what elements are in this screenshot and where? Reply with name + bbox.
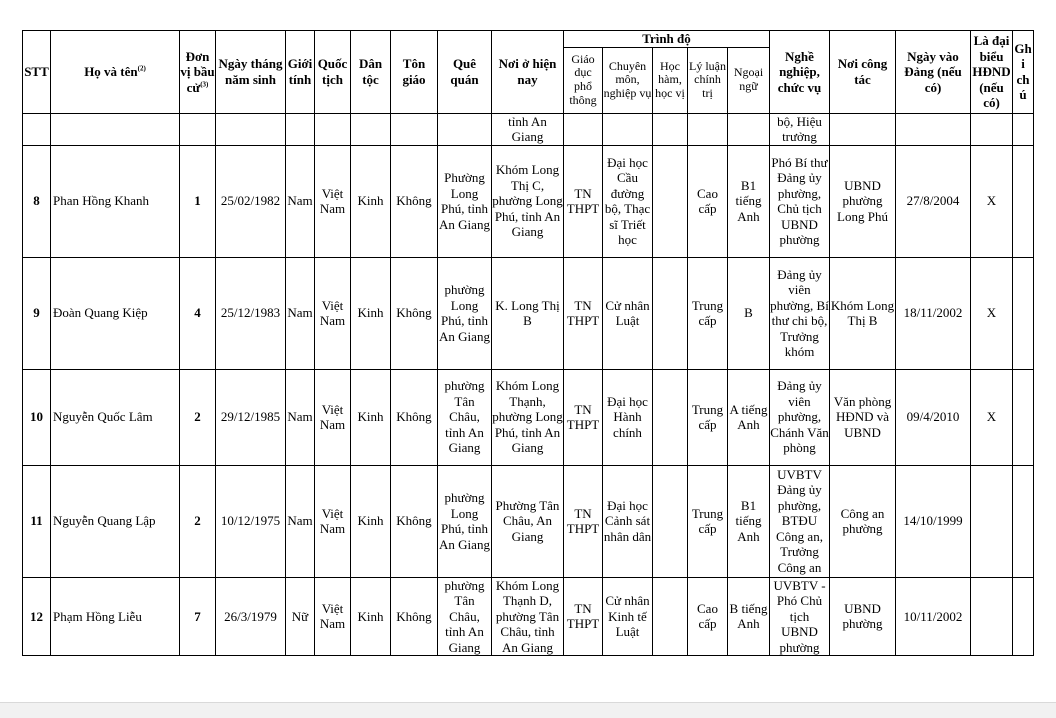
cell-ngoai-ngu: B1 tiếng Anh [728,465,770,577]
header-giao-duc: Giáo dục phổ thông [564,47,603,113]
cell-ho-ten: Phan Hồng Khanh [51,145,180,257]
header-stt: STT [23,31,51,114]
cell-noi-cong-tac: Văn phòng HĐND và UBND [830,369,896,465]
header-ngoai-ngu: Ngoại ngữ [728,47,770,113]
cell-noi-o: Khóm Long Thị C, phường Long Phú, tỉnh An Giang [492,145,564,257]
cell-ton-giao: Không [391,145,438,257]
cell-stt: 10 [23,369,51,465]
header-gioi-tinh: Giới tính [286,31,315,114]
cell-empty [896,113,971,145]
cell-giao-duc: TN THPT [564,257,603,369]
cell-nghe-nghiep: Đảng ủy viên phường, Bí thư chi bộ, Trưởng khóm [770,257,830,369]
cell-chuyen-mon: Đại học Hành chính [603,369,653,465]
cell-ngay-sinh: 25/02/1982 [216,145,286,257]
cell-noi-cong-tac: UBND phường [830,577,896,656]
cell-ngoai-ngu: B [728,257,770,369]
cell-empty [315,113,351,145]
cell-que-quan: phường Tân Châu, tỉnh An Giang [438,577,492,656]
cell-empty [391,113,438,145]
cell-chuyen-mon: Cử nhân Kinh tế Luật [603,577,653,656]
cell-noi-o: Phường Tân Châu, An Giang [492,465,564,577]
cell-chuyen-mon: Đại học Cầu đường bộ, Thạc sĩ Triết học [603,145,653,257]
cell-nghe-nghiep: UVBTV - Phó Chủ tịch UBND phường [770,577,830,656]
table-row [23,465,1034,577]
header-don-vi [180,31,216,114]
cell-don-vi: 2 [180,465,216,577]
cell-dan-toc: Kinh [351,145,391,257]
cell-dai-bieu [971,465,1013,577]
cell-ngay-sinh: 26/3/1979 [216,577,286,656]
cell-noi-o-continued: tỉnh An Giang [492,113,564,145]
cell-empty [351,113,391,145]
cell-empty [603,113,653,145]
cell-giao-duc: TN THPT [564,145,603,257]
cell-noi-o: Khóm Long Thạnh, phường Long Phú, tỉnh An Giang [492,369,564,465]
cell-que-quan: phường Tân Châu, tỉnh An Giang [438,369,492,465]
cell-dai-bieu: X [971,145,1013,257]
candidate-table [22,30,1034,656]
page-bottom-edge [0,702,1056,718]
cell-ngay-vao-dang: 27/8/2004 [896,145,971,257]
cell-empty [23,113,51,145]
cell-ly-luan: Cao cấp [688,577,728,656]
cell-chuyen-mon: Cử nhân Luật [603,257,653,369]
cell-don-vi: 2 [180,369,216,465]
cell-quoc-tich: Việt Nam [315,369,351,465]
header-dai-bieu: Là đại biểu HĐND (nếu có) [971,31,1013,114]
cell-empty [653,113,688,145]
cell-empty [438,113,492,145]
cell-noi-cong-tac: Khóm Long Thị B [830,257,896,369]
header-ho-ten [51,31,180,114]
table-row [23,369,1034,465]
cell-ton-giao: Không [391,257,438,369]
cell-que-quan: phường Long Phú, tỉnh An Giang [438,465,492,577]
header-noi-cong-tac: Nơi công tác [830,31,896,114]
header-don-vi-note: (3) [200,80,209,89]
cell-gioi-tinh: Nam [286,369,315,465]
cell-ghi-chu [1013,465,1034,577]
cell-dan-toc: Kinh [351,257,391,369]
cell-stt: 9 [23,257,51,369]
cell-stt: 8 [23,145,51,257]
cell-noi-o: K. Long Thị B [492,257,564,369]
cell-dan-toc: Kinh [351,577,391,656]
header-nghe-nghiep: Nghề nghiệp, chức vụ [770,31,830,114]
cell-gioi-tinh: Nam [286,465,315,577]
cell-dai-bieu: X [971,369,1013,465]
cell-stt: 11 [23,465,51,577]
cell-gioi-tinh: Nam [286,145,315,257]
header-ho-ten-label: Họ và tên [84,64,138,79]
cell-ho-ten: Đoàn Quang Kiệp [51,257,180,369]
cell-gioi-tinh: Nam [286,257,315,369]
header-ngay-sinh: Ngày tháng năm sinh [216,31,286,114]
cell-empty [216,113,286,145]
cell-ho-ten: Nguyễn Quốc Lâm [51,369,180,465]
cell-ly-luan: Trung cấp [688,257,728,369]
cell-hoc-ham [653,369,688,465]
cell-ngoai-ngu: A tiếng Anh [728,369,770,465]
cell-ton-giao: Không [391,465,438,577]
cell-nghe-nghiep-continued: bộ, Hiệu trưởng [770,113,830,145]
cell-ho-ten: Phạm Hồng Liễu [51,577,180,656]
cell-noi-cong-tac: Công an phường [830,465,896,577]
cell-ly-luan: Trung cấp [688,369,728,465]
cell-nghe-nghiep: UVBTV Đảng ủy phường, BTĐU Công an, Trưởng Công an [770,465,830,577]
cell-que-quan: Phường Long Phú, tỉnh An Giang [438,145,492,257]
header-ly-luan: Lý luận chính trị [688,47,728,113]
cell-ngay-sinh: 10/12/1975 [216,465,286,577]
header-ho-ten-note: (2) [137,64,146,73]
cell-don-vi: 1 [180,145,216,257]
header-trinh-do: Trình độ [564,31,770,48]
cell-ton-giao: Không [391,369,438,465]
cell-empty [688,113,728,145]
cell-giao-duc: TN THPT [564,465,603,577]
cell-dai-bieu: X [971,257,1013,369]
table-row [23,577,1034,656]
cell-dai-bieu [971,577,1013,656]
header-noi-o: Nơi ở hiện nay [492,31,564,114]
cell-quoc-tich: Việt Nam [315,145,351,257]
cell-ngoai-ngu: B1 tiếng Anh [728,145,770,257]
cell-giao-duc: TN THPT [564,369,603,465]
cell-dan-toc: Kinh [351,465,391,577]
cell-quoc-tich: Việt Nam [315,257,351,369]
cell-ngay-vao-dang: 09/4/2010 [896,369,971,465]
cell-ly-luan: Cao cấp [688,145,728,257]
header-ngay-vao-dang: Ngày vào Đảng (nếu có) [896,31,971,114]
cell-nghe-nghiep: Đảng ủy viên phường, Chánh Văn phòng [770,369,830,465]
cell-empty [971,113,1013,145]
cell-hoc-ham [653,465,688,577]
cell-empty [180,113,216,145]
header-don-vi-label: Đơn vị bầu cử [180,48,215,95]
header-ghi-chu: Ghi chú [1013,31,1034,114]
cell-hoc-ham [653,577,688,656]
header-que-quan: Quê quán [438,31,492,114]
cell-que-quan: phường Long Phú, tỉnh An Giang [438,257,492,369]
cell-empty [728,113,770,145]
cell-hoc-ham [653,145,688,257]
table-row-continuation [23,113,1034,145]
cell-dan-toc: Kinh [351,369,391,465]
cell-noi-cong-tac: UBND phường Long Phú [830,145,896,257]
cell-ghi-chu [1013,369,1034,465]
cell-empty [51,113,180,145]
cell-quoc-tich: Việt Nam [315,577,351,656]
table-row [23,145,1034,257]
header-row-1 [23,31,1034,48]
cell-empty [564,113,603,145]
cell-don-vi: 4 [180,257,216,369]
cell-ngay-vao-dang: 18/11/2002 [896,257,971,369]
cell-empty [286,113,315,145]
cell-ngay-vao-dang: 14/10/1999 [896,465,971,577]
cell-ghi-chu [1013,257,1034,369]
header-chuyen-mon: Chuyên môn, nghiệp vụ [603,47,653,113]
header-ton-giao: Tôn giáo [391,31,438,114]
cell-gioi-tinh: Nữ [286,577,315,656]
cell-ghi-chu [1013,145,1034,257]
cell-empty [1013,113,1034,145]
cell-ton-giao: Không [391,577,438,656]
cell-ghi-chu [1013,577,1034,656]
cell-don-vi: 7 [180,577,216,656]
table-row [23,257,1034,369]
cell-quoc-tich: Việt Nam [315,465,351,577]
cell-noi-o: Khóm Long Thạnh D, phường Tân Châu, tỉnh An Giang [492,577,564,656]
cell-ngay-vao-dang: 10/11/2002 [896,577,971,656]
cell-empty [830,113,896,145]
cell-hoc-ham [653,257,688,369]
cell-nghe-nghiep: Phó Bí thư Đảng ủy phường, Chủ tịch UBND phường [770,145,830,257]
header-hoc-ham: Học hàm, học vị [653,47,688,113]
header-dan-toc: Dân tộc [351,31,391,114]
cell-stt: 12 [23,577,51,656]
cell-ly-luan: Trung cấp [688,465,728,577]
cell-ngay-sinh: 29/12/1985 [216,369,286,465]
header-quoc-tich: Quốc tịch [315,31,351,114]
cell-ho-ten: Nguyễn Quang Lập [51,465,180,577]
cell-ngay-sinh: 25/12/1983 [216,257,286,369]
cell-giao-duc: TN THPT [564,577,603,656]
cell-ngoai-ngu: B tiếng Anh [728,577,770,656]
cell-chuyen-mon: Đại học Cảnh sát nhân dân [603,465,653,577]
